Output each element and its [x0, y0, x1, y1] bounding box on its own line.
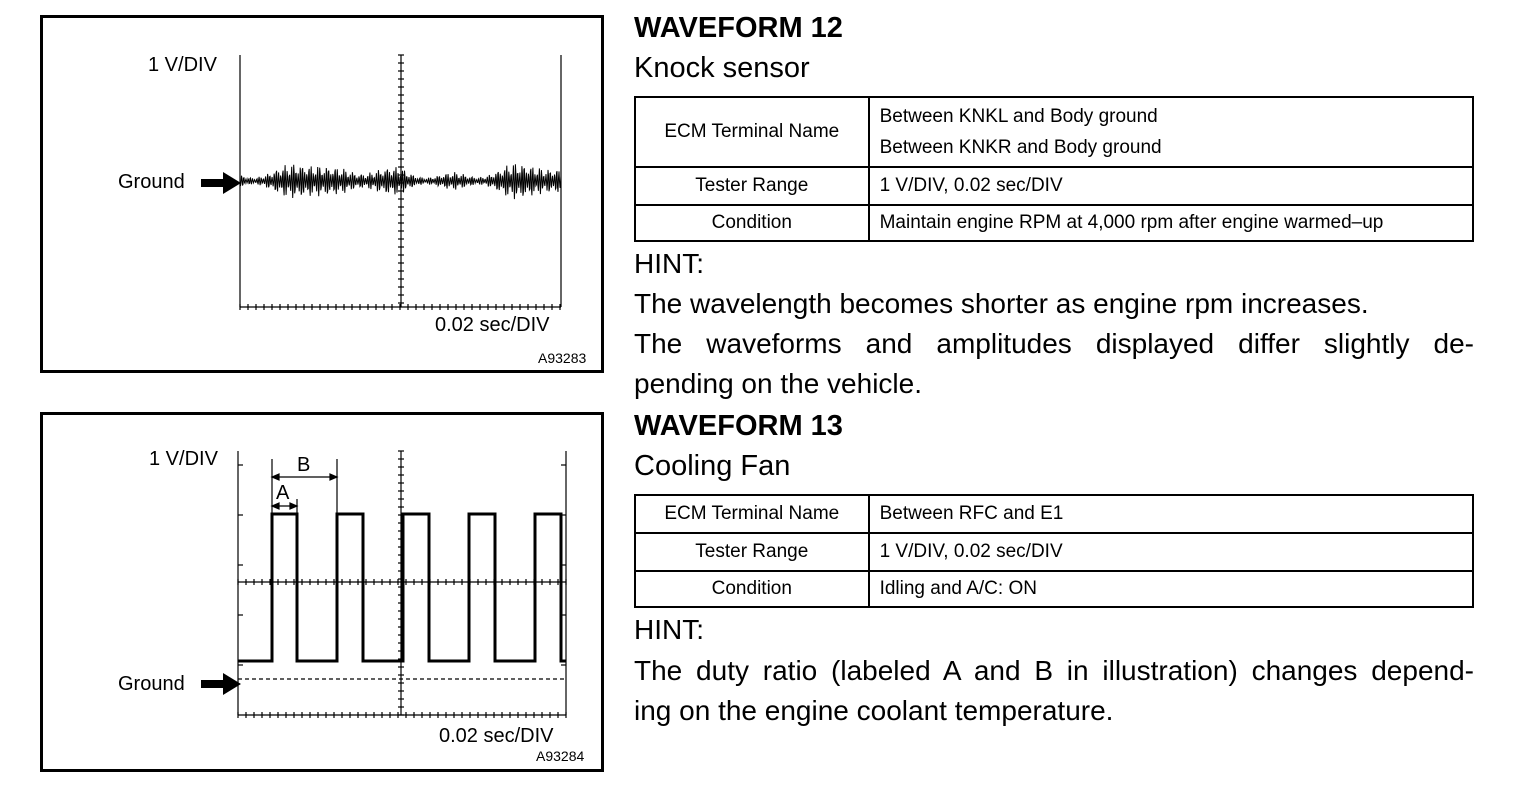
time-per-div-label: 0.02 sec/DIV — [435, 314, 550, 336]
hint-line: The waveforms and amplitudes displayed differ slightly de- — [634, 328, 1474, 359]
tester-range-value: 1 V/DIV, 0.02 sec/DIV — [869, 533, 1473, 571]
waveform13-spec-table — [634, 494, 1474, 608]
terminal-name-key: ECM Terminal Name — [635, 97, 869, 167]
dimension-label-a: A — [276, 482, 290, 504]
condition-key: Condition — [635, 205, 869, 241]
dimension-label-b: B — [297, 454, 311, 476]
tester-range-key: Tester Range — [635, 167, 869, 205]
table-row — [635, 97, 1473, 167]
terminal-value-line: Between KNKR and Body ground — [879, 137, 1162, 158]
table-row — [635, 533, 1473, 571]
hint-line: ing on the engine coolant temperature. — [634, 695, 1114, 726]
terminal-name-key: ECM Terminal Name — [635, 495, 869, 533]
waveform13-subtitle: Cooling Fan — [634, 450, 791, 482]
terminal-name-value — [869, 97, 1473, 167]
terminal-name-value: Between RFC and E1 — [869, 495, 1473, 533]
table-row — [635, 167, 1473, 205]
cooling-fan-scope-plot — [43, 415, 607, 775]
table-row — [635, 495, 1473, 533]
volts-per-div-label: 1 V/DIV — [148, 54, 217, 76]
arrowhead-icon — [330, 474, 337, 480]
waveform13-figure — [40, 412, 604, 772]
tester-range-key: Tester Range — [635, 533, 869, 571]
waveform12-subtitle: Knock sensor — [634, 52, 810, 84]
tester-range-value: 1 V/DIV, 0.02 sec/DIV — [869, 167, 1473, 205]
volts-per-div-label: 1 V/DIV — [149, 448, 218, 470]
hint-line: The duty ratio (labeled A and B in illustration) changes depend- — [634, 655, 1474, 686]
condition-key: Condition — [635, 571, 869, 607]
condition-value: Idling and A/C: ON — [869, 571, 1473, 607]
terminal-value-line: Between KNKL and Body ground — [879, 106, 1158, 127]
waveform13-hint-label: HINT: — [634, 614, 704, 645]
waveform13-title: WAVEFORM 13 — [634, 410, 843, 442]
waveform12-hint-label: HINT: — [634, 248, 704, 279]
waveform13-hint-text — [634, 651, 1474, 731]
condition-value: Maintain engine RPM at 4,000 rpm after engine warmed–up — [869, 205, 1473, 241]
waveform12-title: WAVEFORM 12 — [634, 12, 843, 44]
duty-signal-trace — [238, 514, 566, 661]
arrowhead-icon — [272, 474, 279, 480]
table-row — [635, 205, 1473, 241]
figure-code: A93284 — [536, 748, 585, 764]
table-row — [635, 571, 1473, 607]
ground-label: Ground — [118, 171, 185, 193]
ground-label: Ground — [118, 673, 185, 695]
time-per-div-label: 0.02 sec/DIV — [439, 725, 554, 747]
arrowhead-icon — [290, 503, 297, 509]
hint-line: pending on the vehicle. — [634, 368, 922, 399]
waveform12-hint-text — [634, 284, 1474, 404]
figure-code: A93283 — [538, 350, 587, 366]
hint-line: The wavelength becomes shorter as engine rpm increases. — [634, 288, 1369, 319]
waveform12-spec-table — [634, 96, 1474, 242]
waveform12-figure — [40, 15, 604, 373]
